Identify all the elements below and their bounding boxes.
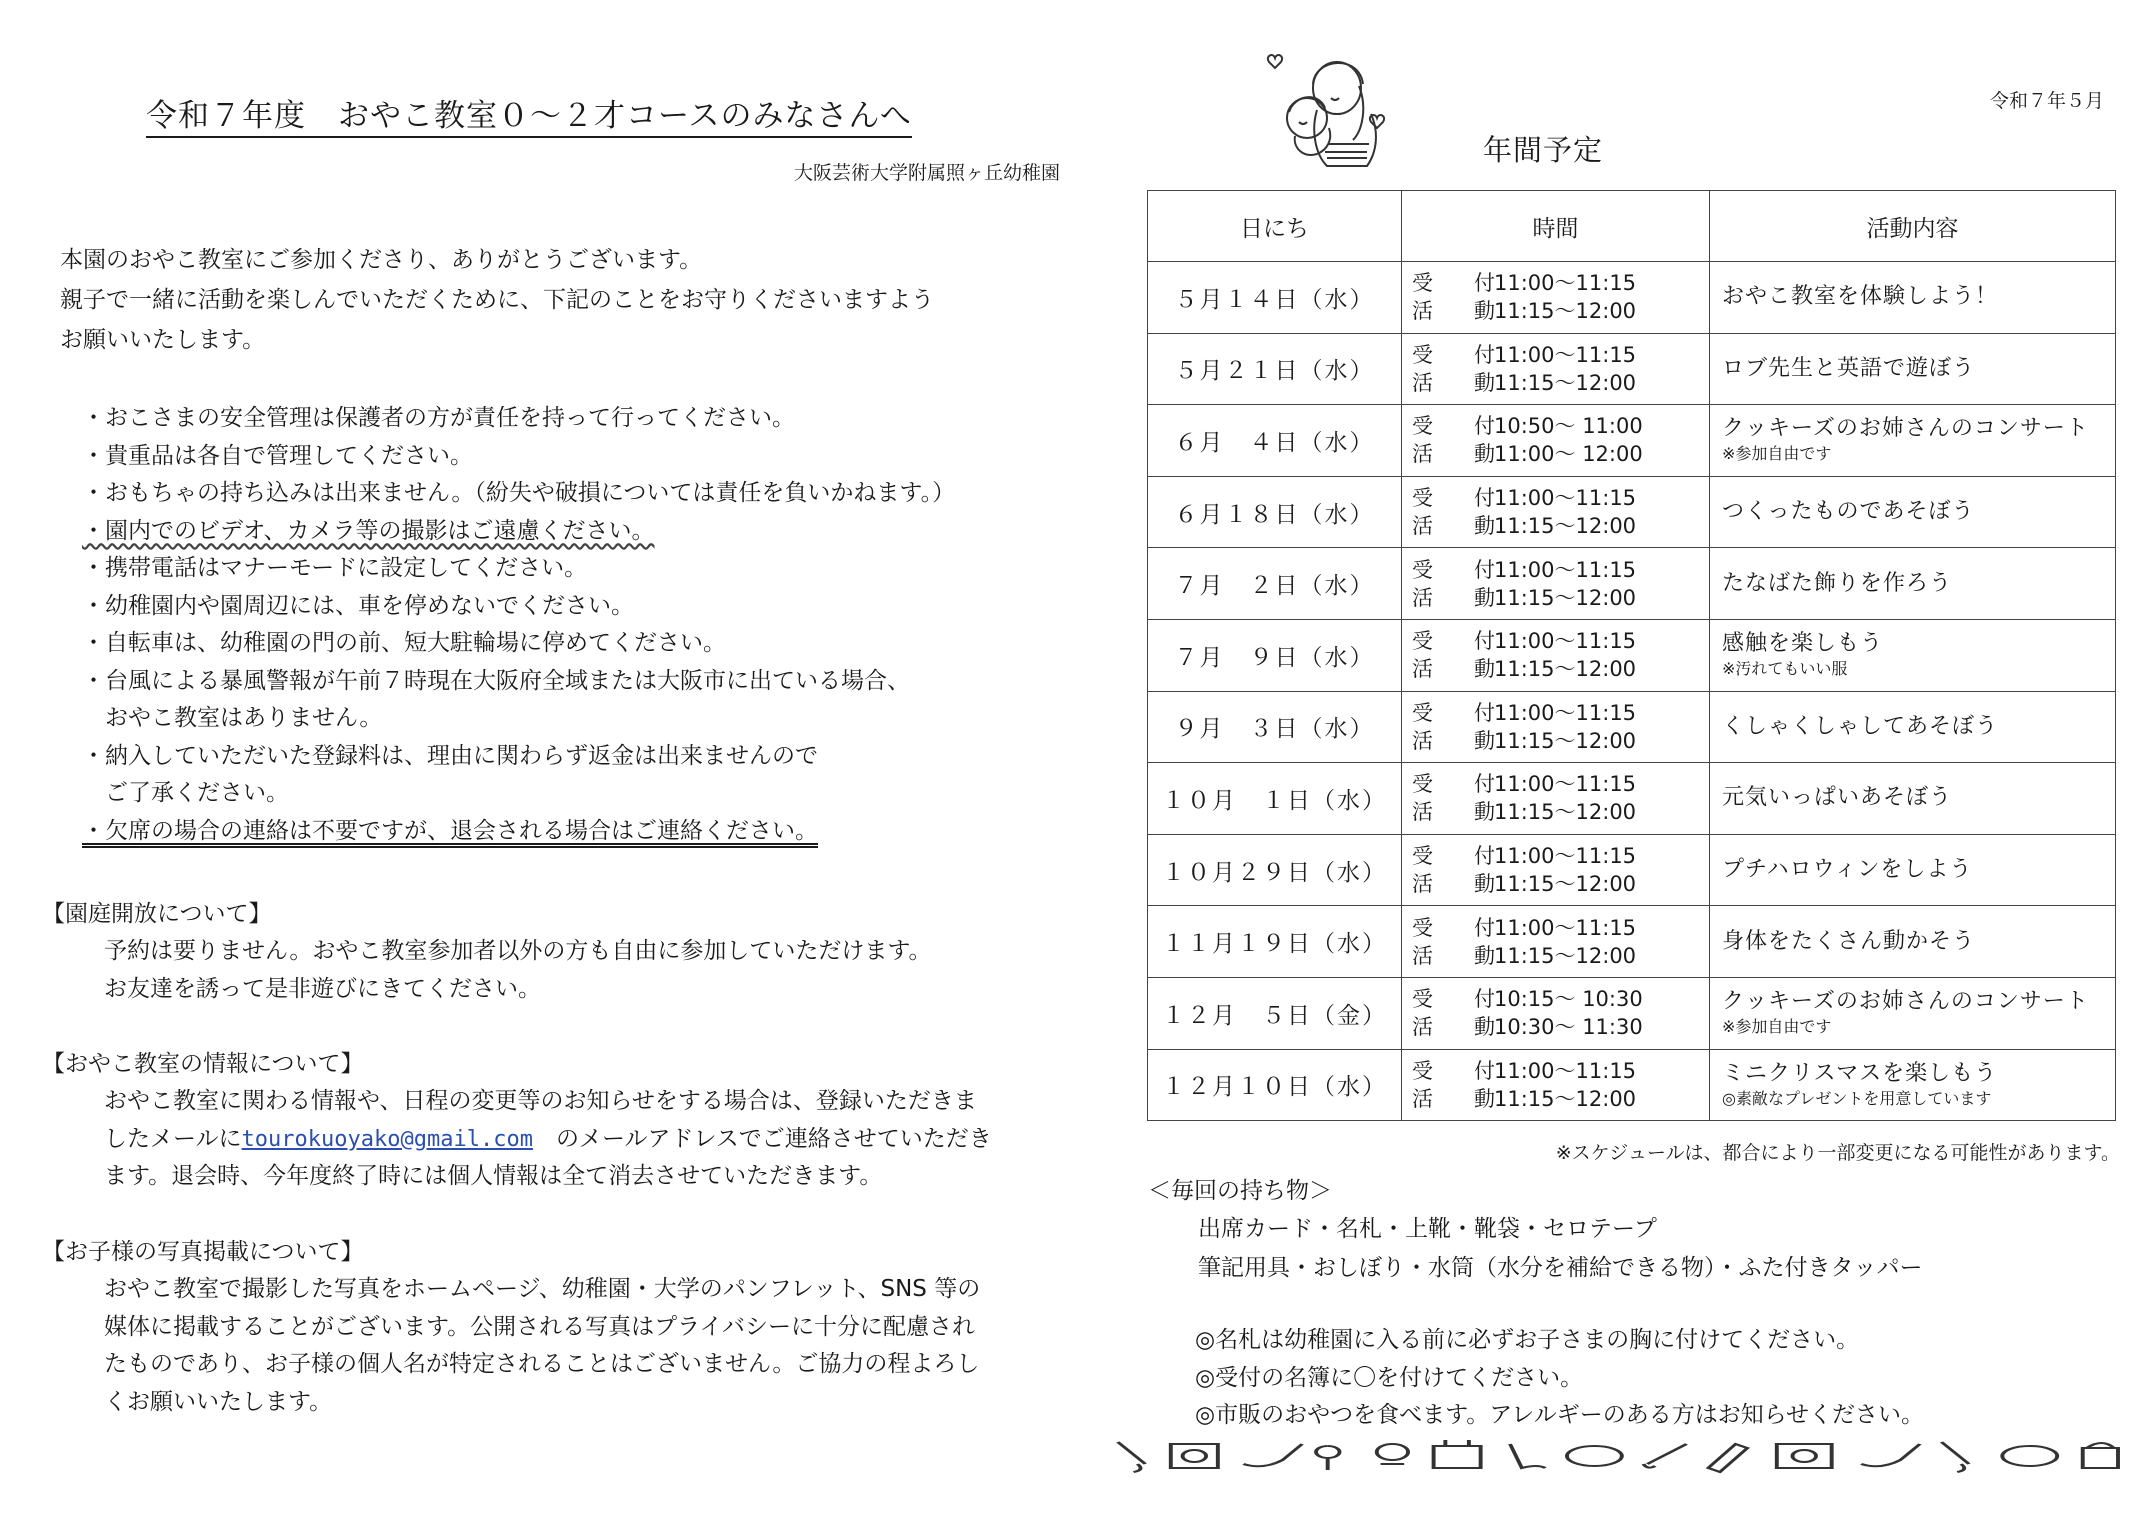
- photo-section: [42, 1234, 1082, 1421]
- table-row: [1148, 691, 2116, 763]
- items-line: 出席カード・名札・上靴・靴袋・セロテープ: [1198, 1216, 1657, 1242]
- section-line: おやこ教室に関わる情報や、日程の変更等のお知らせをする場合は、登録いただきま: [104, 1088, 977, 1114]
- art-supply-icon: [1377, 1444, 1408, 1464]
- activity-name: 元気いっぱいあそぼう: [1722, 785, 1953, 811]
- schedule-activity-cell: [1710, 262, 2116, 334]
- art-supply-icon: [1567, 1446, 1622, 1466]
- schedule-activity-cell: [1710, 476, 2116, 548]
- section-line: たものであり、お子様の個人名が特定されることはございません。ご協力の程よろし: [104, 1351, 980, 1377]
- reception-time: 受 付11:00～11:15: [1412, 772, 1637, 797]
- schedule-time-cell: [1402, 476, 1710, 548]
- reception-time: 受 付11:00～11:15: [1412, 557, 1637, 582]
- art-supply-icon: [1643, 1444, 1686, 1468]
- section-heading: 【園庭開放について】: [42, 901, 272, 927]
- rule-item: ・台風による暴風警報が午前７時現在大阪府全域または大阪市に出ている場合、: [82, 667, 910, 694]
- garden-section: [42, 896, 1082, 1008]
- schedule-time-cell: [1402, 834, 1710, 906]
- table-row: [1148, 476, 2116, 548]
- table-row: [1148, 333, 2116, 405]
- schedule-activity-cell: [1710, 548, 2116, 620]
- schedule-date-cell: ６月１８日（水）: [1148, 476, 1402, 548]
- art-supply-icon: [1942, 1442, 1969, 1472]
- schedule-time-cell: [1402, 405, 1710, 477]
- schedule-date-cell: ５月２１日（水）: [1148, 333, 1402, 405]
- art-supply-icon: [1708, 1444, 1747, 1472]
- art-supply-icon: [1510, 1444, 1545, 1468]
- rule-item-emphasis: ・園内でのビデオ、カメラ等の撮影はご遠慮ください。: [82, 517, 655, 544]
- schedule-date-cell: １２月１０日（水）: [1148, 1049, 1402, 1121]
- rule-item: ・おこさまの安全管理は保護者の方が責任を持って行ってください。: [82, 405, 795, 431]
- section-line: お友達を誘って是非遊びにきてください。: [104, 975, 541, 1002]
- intro-line: お願いいたします。: [60, 327, 266, 353]
- table-row: [1148, 548, 2116, 620]
- activity-note: ◎素敵なプレゼントを用意しています: [1722, 1088, 1992, 1108]
- schedule-activity-cell: [1710, 977, 2116, 1049]
- section-line: したメールにtourokuoyako@gmail.com のメールアドレスでご連絡させていただき: [104, 1125, 992, 1152]
- rule-item: ご了承ください。: [82, 780, 289, 806]
- art-supply-icon: [1316, 1446, 1340, 1470]
- activity-time: 活 動11:15～12:00: [1412, 943, 1637, 968]
- rule-item: ・納入していただいた登録料は、理由に関わらず返金は出来ませんので: [82, 742, 818, 769]
- reception-time: 受 付10:15～ 10:30: [1412, 987, 1643, 1012]
- intro-paragraph: [60, 240, 1060, 360]
- rule-item-emphasis: ・欠席の場合の連絡は不要ですが、退会される場合はご連絡ください。: [82, 817, 818, 844]
- schedule-activity-cell: [1710, 405, 2116, 477]
- schedule-note: ※スケジュールは、都合により一部変更になる可能性があります。: [1555, 1142, 2120, 1164]
- table-row: [1148, 977, 2116, 1049]
- organization-name: 大阪芸術大学附属照ヶ丘幼稚園: [793, 162, 1060, 184]
- reception-time: 受 付10:50～ 11:00: [1412, 414, 1643, 439]
- schedule-time-cell: [1402, 333, 1710, 405]
- rule-item: ・携帯電話はマナーモードに設定してください。: [82, 555, 588, 581]
- schedule-time-cell: [1402, 548, 1710, 620]
- rules-list: [82, 400, 1082, 850]
- activity-time: 活 動11:15～12:00: [1412, 728, 1637, 753]
- schedule-time-cell: [1402, 1049, 1710, 1121]
- activity-time: 活 動11:15～12:00: [1412, 370, 1637, 395]
- art-supply-icon: [1777, 1444, 1832, 1468]
- section-line: 予約は要りません。おやこ教室参加者以外の方も自由に参加していただけます。: [104, 938, 932, 964]
- table-row: [1148, 763, 2116, 835]
- schedule-time-cell: [1402, 619, 1710, 691]
- schedule-title: 年間予定: [1483, 133, 1604, 167]
- activity-time: 活 動11:15～12:00: [1412, 585, 1637, 610]
- items-heading: ＜毎回の持ち物＞: [1148, 1178, 1332, 1204]
- schedule-date-cell: １０月 １日（水）: [1148, 763, 1402, 835]
- schedule-time-cell: [1402, 906, 1710, 978]
- section-line: おやこ教室で撮影した写真をホームページ、幼稚園・大学のパンフレット、SNS 等の: [104, 1276, 981, 1302]
- schedule-time-cell: [1402, 262, 1710, 334]
- activity-name: クッキーズのお姉さんのコンサート: [1722, 416, 2089, 442]
- schedule-date-cell: １０月２９日（水）: [1148, 834, 1402, 906]
- art-supply-icon: [1861, 1444, 1920, 1466]
- activity-name: おやこ教室を体験しよう！: [1722, 284, 1999, 310]
- activity-name: つくったものであそぼう: [1722, 499, 1975, 525]
- schedule-date-cell: ９月 ３日（水）: [1148, 691, 1402, 763]
- email-link[interactable]: tourokuoyako@gmail.com: [241, 1126, 533, 1152]
- reception-time: 受 付11:00～11:15: [1412, 271, 1637, 296]
- activity-name: クッキーズのお姉さんのコンサート: [1722, 989, 2089, 1015]
- schedule-activity-cell: [1710, 1049, 2116, 1121]
- activity-note: ※参加自由です: [1722, 444, 1832, 464]
- column-header-time: 時間: [1402, 191, 1710, 262]
- table-row: [1148, 405, 2116, 477]
- notice-line: ◎市販のおやつを食べます。アレルギーのある方はお知らせください。: [1195, 1402, 1925, 1428]
- art-supply-icon: [1243, 1444, 1302, 1466]
- schedule-date-cell: ６月 ４日（水）: [1148, 405, 1402, 477]
- reception-time: 受 付11:00～11:15: [1412, 700, 1637, 725]
- activity-note: ※汚れてもいい服: [1722, 659, 1848, 679]
- schedule-date-cell: ５月１４日（水）: [1148, 262, 1402, 334]
- activity-time: 活 動11:15～12:00: [1412, 657, 1637, 682]
- art-supply-icon: [1171, 1444, 1218, 1468]
- art-supplies-decoration: [1110, 1434, 2120, 1478]
- info-section: [42, 1046, 1082, 1196]
- activity-name: くしゃくしゃしてあそぼう: [1722, 713, 1999, 739]
- issue-date: 令和７年５月: [1990, 90, 2105, 112]
- schedule-activity-cell: [1710, 834, 2116, 906]
- table-row: [1148, 262, 2116, 334]
- reception-time: 受 付11:00～11:15: [1412, 342, 1637, 367]
- art-supply-icon: [1118, 1442, 1145, 1472]
- section-heading: 【おやこ教室の情報について】: [42, 1051, 364, 1077]
- annual-schedule-table: [1147, 190, 2116, 1121]
- rule-item: ・貴重品は各自で管理してください。: [82, 442, 473, 469]
- schedule-activity-cell: [1710, 763, 2116, 835]
- reception-time: 受 付11:00～11:15: [1412, 486, 1637, 511]
- activity-name: 身体をたくさん動かそう: [1722, 928, 1976, 954]
- activity-time: 活 動11:00～ 12:00: [1412, 442, 1643, 467]
- activity-time: 活 動11:15～12:00: [1412, 1086, 1637, 1111]
- activity-time: 活 動11:15～12:00: [1412, 800, 1637, 825]
- schedule-time-cell: [1402, 977, 1710, 1049]
- activity-name: たなばた飾りを作ろう: [1722, 570, 1953, 596]
- activity-name: プチハロウィンをしよう: [1722, 857, 1973, 883]
- reception-time: 受 付11:00～11:15: [1412, 844, 1637, 869]
- reception-time: 受 付11:00～11:15: [1412, 915, 1637, 940]
- column-header-activity: 活動内容: [1710, 191, 2116, 262]
- rule-item: おやこ教室はありません。: [82, 705, 383, 731]
- table-row: [1148, 619, 2116, 691]
- column-header-date: 日にち: [1148, 191, 1402, 262]
- notice-line: ◎受付の名簿に〇を付けてください。: [1195, 1364, 1584, 1391]
- art-supply-icon: [1434, 1440, 1481, 1468]
- page-title: 令和７年度 おやこ教室０～２才コースのみなさんへ: [146, 96, 951, 136]
- schedule-date-cell: ７月 ２日（水）: [1148, 548, 1402, 620]
- activity-time: 活 動10:30～ 11:30: [1412, 1015, 1643, 1040]
- schedule-activity-cell: [1710, 691, 2116, 763]
- intro-line: 親子で一緒に活動を楽しんでいただくために、下記のことをお守りくださいますよう: [60, 287, 934, 313]
- section-heading: 【お子様の写真掲載について】: [42, 1239, 364, 1265]
- items-line: 筆記用具・おしぼり・水筒（水分を補給できる物）・ふた付きタッパー: [1198, 1255, 1923, 1281]
- activity-note: ※参加自由です: [1722, 1017, 1832, 1037]
- schedule-activity-cell: [1710, 333, 2116, 405]
- table-row: [1148, 1049, 2116, 1121]
- section-line: 媒体に掲載することがございます。公開される写真はプライバシーに十分に配慮され: [104, 1313, 976, 1340]
- section-line: くお願いいたします。: [104, 1388, 333, 1415]
- rule-item: ・幼稚園内や園周辺には、車を停めないでください。: [82, 592, 634, 619]
- rule-item: ・自転車は、幼稚園の門の前、短大駐輪場に停めてください。: [82, 630, 726, 656]
- activity-name: ロブ先生と英語で遊ぼう: [1722, 355, 1976, 381]
- reception-time: 受 付11:00～11:15: [1412, 629, 1637, 654]
- notices-list: [1195, 1322, 1924, 1435]
- art-supply-icon: [2083, 1443, 2118, 1468]
- reception-time: 受 付11:00～11:15: [1412, 1058, 1637, 1083]
- activity-name: ミニクリスマスを楽しもう: [1722, 1060, 1998, 1086]
- activity-time: 活 動11:15～12:00: [1412, 514, 1637, 539]
- schedule-date-cell: ７月 ９日（水）: [1148, 619, 1402, 691]
- rule-item: ・おもちゃの持ち込みは出来ません。（紛失や破損については責任を負いかねます。）: [82, 480, 956, 506]
- notice-line: ◎名札は幼稚園に入る前に必ずお子さまの胸に付けてください。: [1195, 1327, 1860, 1353]
- schedule-activity-cell: [1710, 619, 2116, 691]
- items-list: [1198, 1210, 1923, 1288]
- activity-time: 活 動11:15～12:00: [1412, 872, 1637, 897]
- schedule-time-cell: [1402, 763, 1710, 835]
- intro-line: 本園のおやこ教室にご参加くださり、ありがとうございます。: [60, 247, 703, 273]
- table-header-row: [1148, 191, 2116, 262]
- section-line: ます。退会時、今年度終了時には個人情報は全て消去させていただきます。: [104, 1163, 883, 1189]
- activity-name: 感触を楽しもう: [1722, 631, 1884, 657]
- art-supply-icon: [2002, 1446, 2057, 1466]
- parent-child-hug-illustration: [1255, 40, 1395, 175]
- schedule-date-cell: １１月１９日（水）: [1148, 906, 1402, 978]
- schedule-activity-cell: [1710, 906, 2116, 978]
- schedule-time-cell: [1402, 691, 1710, 763]
- schedule-date-cell: １２月 ５日（金）: [1148, 977, 1402, 1049]
- table-row: [1148, 834, 2116, 906]
- table-row: [1148, 906, 2116, 978]
- activity-time: 活 動11:15～12:00: [1412, 299, 1637, 324]
